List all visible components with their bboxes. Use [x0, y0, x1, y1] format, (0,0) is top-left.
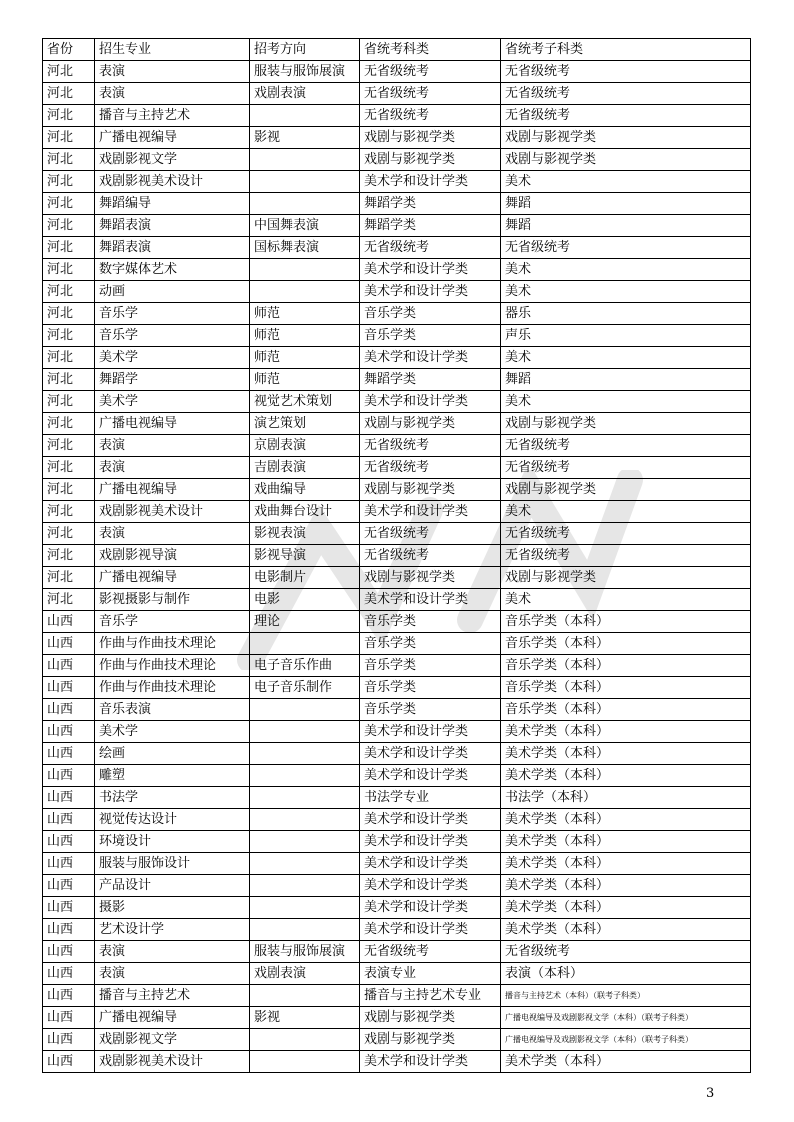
cell-exam-subcategory: 舞蹈 — [501, 193, 751, 215]
table-row — [43, 215, 751, 237]
table-row — [43, 941, 751, 963]
cell-exam-category: 无省级统考 — [360, 105, 501, 127]
cell-province: 河北 — [43, 325, 95, 347]
table-row — [43, 743, 751, 765]
table-row — [43, 1029, 751, 1051]
cell-major: 作曲与作曲技术理论 — [95, 655, 250, 677]
cell-exam-category: 无省级统考 — [360, 61, 501, 83]
cell-exam-subcategory: 美术 — [501, 347, 751, 369]
cell-exam-subcategory: 音乐学类（本科） — [501, 633, 751, 655]
cell-province: 河北 — [43, 237, 95, 259]
cell-province: 山西 — [43, 787, 95, 809]
cell-major: 舞蹈表演 — [95, 215, 250, 237]
cell-exam-subcategory: 声乐 — [501, 325, 751, 347]
cell-major: 美术学 — [95, 391, 250, 413]
cell-province: 河北 — [43, 105, 95, 127]
cell-exam-subcategory: 表演（本科） — [501, 963, 751, 985]
cell-direction: 中国舞表演 — [250, 215, 360, 237]
cell-major: 音乐学 — [95, 611, 250, 633]
cell-exam-subcategory: 舞蹈 — [501, 369, 751, 391]
table-row — [43, 61, 751, 83]
cell-exam-subcategory: 美术 — [501, 281, 751, 303]
cell-province: 山西 — [43, 765, 95, 787]
cell-exam-category: 美术学和设计学类 — [360, 171, 501, 193]
cell-major: 表演 — [95, 523, 250, 545]
cell-province: 山西 — [43, 699, 95, 721]
cell-direction: 视觉艺术策划 — [250, 391, 360, 413]
cell-exam-category: 美术学和设计学类 — [360, 589, 501, 611]
table-row — [43, 281, 751, 303]
cell-province: 河北 — [43, 523, 95, 545]
cell-province: 山西 — [43, 963, 95, 985]
table-row — [43, 985, 751, 1007]
table-row — [43, 347, 751, 369]
table-row — [43, 457, 751, 479]
table-row — [43, 963, 751, 985]
cell-direction — [250, 259, 360, 281]
cell-direction — [250, 105, 360, 127]
table-row — [43, 633, 751, 655]
cell-direction: 影视导演 — [250, 545, 360, 567]
table-row — [43, 413, 751, 435]
cell-direction — [250, 831, 360, 853]
header-major: 招生专业 — [95, 39, 250, 61]
cell-province: 山西 — [43, 677, 95, 699]
cell-exam-category: 音乐学类 — [360, 655, 501, 677]
cell-direction — [250, 699, 360, 721]
table-row — [43, 259, 751, 281]
cell-province: 河北 — [43, 149, 95, 171]
table-row — [43, 721, 751, 743]
cell-exam-subcategory: 音乐学类（本科） — [501, 699, 751, 721]
table-row — [43, 325, 751, 347]
cell-exam-subcategory: 舞蹈 — [501, 215, 751, 237]
cell-exam-subcategory: 戏剧与影视学类 — [501, 149, 751, 171]
cell-province: 山西 — [43, 941, 95, 963]
cell-exam-subcategory: 美术学类（本科） — [501, 831, 751, 853]
cell-exam-category: 无省级统考 — [360, 545, 501, 567]
cell-exam-subcategory: 美术学类（本科） — [501, 875, 751, 897]
cell-direction — [250, 875, 360, 897]
table-row — [43, 853, 751, 875]
cell-direction — [250, 1029, 360, 1051]
cell-exam-subcategory: 戏剧与影视学类 — [501, 567, 751, 589]
cell-exam-category: 美术学和设计学类 — [360, 501, 501, 523]
cell-major: 音乐学 — [95, 303, 250, 325]
cell-exam-subcategory: 戏剧与影视学类 — [501, 127, 751, 149]
cell-province: 山西 — [43, 809, 95, 831]
cell-major: 广播电视编导 — [95, 479, 250, 501]
cell-direction: 师范 — [250, 347, 360, 369]
cell-exam-subcategory: 戏剧与影视学类 — [501, 413, 751, 435]
cell-direction — [250, 985, 360, 1007]
cell-major: 表演 — [95, 457, 250, 479]
cell-exam-subcategory: 无省级统考 — [501, 237, 751, 259]
cell-direction: 服装与服饰展演 — [250, 61, 360, 83]
cell-major: 戏剧影视美术设计 — [95, 171, 250, 193]
cell-exam-category: 美术学和设计学类 — [360, 1051, 501, 1073]
cell-province: 山西 — [43, 1007, 95, 1029]
table-row — [43, 699, 751, 721]
cell-exam-subcategory: 美术 — [501, 589, 751, 611]
cell-exam-subcategory: 无省级统考 — [501, 941, 751, 963]
cell-exam-category: 无省级统考 — [360, 457, 501, 479]
table-row — [43, 171, 751, 193]
cell-exam-subcategory: 无省级统考 — [501, 61, 751, 83]
cell-major: 雕塑 — [95, 765, 250, 787]
cell-exam-category: 美术学和设计学类 — [360, 743, 501, 765]
cell-province: 山西 — [43, 875, 95, 897]
cell-province: 山西 — [43, 655, 95, 677]
table-row — [43, 83, 751, 105]
cell-major: 戏剧影视美术设计 — [95, 1051, 250, 1073]
cell-province: 山西 — [43, 897, 95, 919]
cell-exam-category: 无省级统考 — [360, 523, 501, 545]
cell-province: 山西 — [43, 985, 95, 1007]
cell-exam-category: 戏剧与影视学类 — [360, 127, 501, 149]
cell-exam-category: 表演专业 — [360, 963, 501, 985]
cell-major: 绘画 — [95, 743, 250, 765]
table-row — [43, 567, 751, 589]
table-row — [43, 193, 751, 215]
cell-major: 作曲与作曲技术理论 — [95, 633, 250, 655]
cell-exam-category: 无省级统考 — [360, 83, 501, 105]
cell-exam-subcategory: 美术学类（本科） — [501, 721, 751, 743]
cell-major: 表演 — [95, 61, 250, 83]
cell-province: 河北 — [43, 589, 95, 611]
cell-exam-subcategory: 书法学（本科） — [501, 787, 751, 809]
cell-exam-category: 音乐学类 — [360, 633, 501, 655]
table-row — [43, 369, 751, 391]
table-row — [43, 435, 751, 457]
cell-province: 山西 — [43, 1051, 95, 1073]
cell-exam-subcategory: 美术学类（本科） — [501, 919, 751, 941]
table-row — [43, 919, 751, 941]
cell-major: 数字媒体艺术 — [95, 259, 250, 281]
cell-province: 山西 — [43, 721, 95, 743]
cell-major: 表演 — [95, 435, 250, 457]
cell-exam-subcategory: 无省级统考 — [501, 545, 751, 567]
cell-exam-category: 音乐学类 — [360, 325, 501, 347]
cell-major: 服装与服饰设计 — [95, 853, 250, 875]
table-row — [43, 809, 751, 831]
table-row — [43, 677, 751, 699]
cell-exam-subcategory: 广播电视编导及戏剧影视文学（本科）（联考子科类） — [501, 1007, 751, 1029]
header-exam-subcategory: 省统考子科类 — [501, 39, 751, 61]
table-row — [43, 831, 751, 853]
cell-exam-category: 美术学和设计学类 — [360, 897, 501, 919]
cell-direction: 戏曲编导 — [250, 479, 360, 501]
cell-province: 山西 — [43, 853, 95, 875]
cell-exam-category: 舞蹈学类 — [360, 215, 501, 237]
table-row — [43, 765, 751, 787]
table-row — [43, 589, 751, 611]
cell-exam-category: 美术学和设计学类 — [360, 853, 501, 875]
cell-major: 表演 — [95, 963, 250, 985]
cell-exam-category: 音乐学类 — [360, 699, 501, 721]
cell-major: 美术学 — [95, 347, 250, 369]
cell-exam-category: 戏剧与影视学类 — [360, 567, 501, 589]
cell-province: 河北 — [43, 457, 95, 479]
cell-major: 表演 — [95, 83, 250, 105]
cell-direction: 戏曲舞台设计 — [250, 501, 360, 523]
header-province: 省份 — [43, 39, 95, 61]
cell-direction — [250, 1051, 360, 1073]
cell-exam-subcategory: 美术 — [501, 501, 751, 523]
cell-province: 河北 — [43, 567, 95, 589]
cell-major: 音乐表演 — [95, 699, 250, 721]
cell-direction — [250, 919, 360, 941]
cell-direction: 戏剧表演 — [250, 963, 360, 985]
cell-province: 河北 — [43, 391, 95, 413]
cell-exam-subcategory: 音乐学类（本科） — [501, 611, 751, 633]
cell-major: 广播电视编导 — [95, 567, 250, 589]
cell-major: 广播电视编导 — [95, 1007, 250, 1029]
cell-exam-category: 美术学和设计学类 — [360, 347, 501, 369]
cell-exam-subcategory: 戏剧与影视学类 — [501, 479, 751, 501]
cell-exam-subcategory: 无省级统考 — [501, 523, 751, 545]
cell-direction — [250, 171, 360, 193]
table-row — [43, 897, 751, 919]
cell-exam-subcategory: 器乐 — [501, 303, 751, 325]
cell-major: 动画 — [95, 281, 250, 303]
cell-province: 山西 — [43, 743, 95, 765]
table-row — [43, 655, 751, 677]
cell-major: 产品设计 — [95, 875, 250, 897]
cell-exam-subcategory: 美术学类（本科） — [501, 765, 751, 787]
cell-exam-category: 美术学和设计学类 — [360, 875, 501, 897]
cell-province: 河北 — [43, 347, 95, 369]
cell-exam-category: 无省级统考 — [360, 941, 501, 963]
table-row — [43, 391, 751, 413]
cell-direction: 影视 — [250, 1007, 360, 1029]
cell-exam-subcategory: 无省级统考 — [501, 457, 751, 479]
cell-province: 河北 — [43, 479, 95, 501]
cell-exam-subcategory: 无省级统考 — [501, 105, 751, 127]
cell-exam-category: 美术学和设计学类 — [360, 831, 501, 853]
cell-province: 河北 — [43, 545, 95, 567]
cell-direction — [250, 281, 360, 303]
cell-major: 环境设计 — [95, 831, 250, 853]
table-row — [43, 545, 751, 567]
page-number: 3 — [706, 1086, 715, 1101]
cell-province: 河北 — [43, 501, 95, 523]
cell-major: 舞蹈学 — [95, 369, 250, 391]
cell-exam-category: 美术学和设计学类 — [360, 259, 501, 281]
cell-direction — [250, 809, 360, 831]
cell-province: 河北 — [43, 259, 95, 281]
header-exam-category: 省统考科类 — [360, 39, 501, 61]
cell-direction — [250, 193, 360, 215]
cell-province: 河北 — [43, 83, 95, 105]
table-row — [43, 237, 751, 259]
cell-exam-category: 美术学和设计学类 — [360, 281, 501, 303]
cell-exam-subcategory: 美术 — [501, 259, 751, 281]
cell-major: 美术学 — [95, 721, 250, 743]
cell-exam-category: 美术学和设计学类 — [360, 765, 501, 787]
cell-exam-subcategory: 美术 — [501, 171, 751, 193]
cell-major: 作曲与作曲技术理论 — [95, 677, 250, 699]
cell-direction: 电影制片 — [250, 567, 360, 589]
cell-exam-category: 播音与主持艺术专业 — [360, 985, 501, 1007]
table-row — [43, 787, 751, 809]
cell-exam-category: 戏剧与影视学类 — [360, 413, 501, 435]
cell-province: 山西 — [43, 831, 95, 853]
cell-major: 视觉传达设计 — [95, 809, 250, 831]
table-row — [43, 611, 751, 633]
cell-exam-category: 美术学和设计学类 — [360, 391, 501, 413]
cell-province: 河北 — [43, 303, 95, 325]
cell-direction: 师范 — [250, 325, 360, 347]
cell-exam-subcategory: 美术学类（本科） — [501, 853, 751, 875]
cell-major: 影视摄影与制作 — [95, 589, 250, 611]
table-row — [43, 479, 751, 501]
cell-exam-category: 音乐学类 — [360, 303, 501, 325]
cell-direction: 国标舞表演 — [250, 237, 360, 259]
table-body — [43, 61, 751, 1073]
cell-major: 摄影 — [95, 897, 250, 919]
table-row — [43, 501, 751, 523]
cell-major: 戏剧影视文学 — [95, 149, 250, 171]
cell-exam-category: 戏剧与影视学类 — [360, 479, 501, 501]
cell-exam-subcategory: 美术学类（本科） — [501, 1051, 751, 1073]
cell-direction — [250, 149, 360, 171]
cell-direction: 影视 — [250, 127, 360, 149]
admissions-table — [42, 38, 751, 1073]
cell-province: 河北 — [43, 193, 95, 215]
cell-direction: 服装与服饰展演 — [250, 941, 360, 963]
table-header-row — [43, 39, 751, 61]
cell-exam-category: 舞蹈学类 — [360, 193, 501, 215]
cell-major: 音乐学 — [95, 325, 250, 347]
cell-direction: 电子音乐制作 — [250, 677, 360, 699]
cell-major: 播音与主持艺术 — [95, 105, 250, 127]
cell-major: 广播电视编导 — [95, 127, 250, 149]
cell-major: 书法学 — [95, 787, 250, 809]
cell-province: 河北 — [43, 127, 95, 149]
table-row — [43, 303, 751, 325]
table-row — [43, 523, 751, 545]
cell-exam-category: 无省级统考 — [360, 435, 501, 457]
cell-exam-category: 音乐学类 — [360, 611, 501, 633]
cell-direction: 师范 — [250, 369, 360, 391]
cell-direction: 京剧表演 — [250, 435, 360, 457]
cell-direction — [250, 721, 360, 743]
cell-major: 戏剧影视文学 — [95, 1029, 250, 1051]
cell-major: 舞蹈编导 — [95, 193, 250, 215]
cell-direction: 理论 — [250, 611, 360, 633]
cell-exam-subcategory: 无省级统考 — [501, 83, 751, 105]
table-row — [43, 875, 751, 897]
cell-exam-subcategory: 美术 — [501, 391, 751, 413]
cell-direction: 电子音乐作曲 — [250, 655, 360, 677]
cell-direction — [250, 787, 360, 809]
cell-direction — [250, 743, 360, 765]
cell-exam-subcategory: 美术学类（本科） — [501, 743, 751, 765]
cell-exam-category: 音乐学类 — [360, 677, 501, 699]
cell-exam-category: 无省级统考 — [360, 237, 501, 259]
cell-major: 艺术设计学 — [95, 919, 250, 941]
cell-province: 山西 — [43, 1029, 95, 1051]
header-direction: 招考方向 — [250, 39, 360, 61]
table-row — [43, 1007, 751, 1029]
cell-exam-category: 美术学和设计学类 — [360, 919, 501, 941]
cell-province: 山西 — [43, 919, 95, 941]
cell-exam-category: 舞蹈学类 — [360, 369, 501, 391]
cell-direction: 师范 — [250, 303, 360, 325]
cell-direction — [250, 897, 360, 919]
cell-major: 表演 — [95, 941, 250, 963]
cell-province: 河北 — [43, 61, 95, 83]
cell-exam-subcategory: 音乐学类（本科） — [501, 655, 751, 677]
table-row — [43, 105, 751, 127]
cell-province: 河北 — [43, 215, 95, 237]
cell-direction: 戏剧表演 — [250, 83, 360, 105]
cell-major: 广播电视编导 — [95, 413, 250, 435]
table-row — [43, 149, 751, 171]
cell-major: 播音与主持艺术 — [95, 985, 250, 1007]
cell-exam-category: 戏剧与影视学类 — [360, 1029, 501, 1051]
cell-exam-category: 戏剧与影视学类 — [360, 149, 501, 171]
cell-exam-subcategory: 音乐学类（本科） — [501, 677, 751, 699]
cell-exam-category: 美术学和设计学类 — [360, 721, 501, 743]
cell-exam-subcategory: 无省级统考 — [501, 435, 751, 457]
table-row — [43, 127, 751, 149]
cell-direction — [250, 765, 360, 787]
cell-province: 河北 — [43, 369, 95, 391]
cell-direction: 演艺策划 — [250, 413, 360, 435]
cell-direction — [250, 633, 360, 655]
cell-province: 河北 — [43, 281, 95, 303]
cell-exam-subcategory: 广播电视编导及戏剧影视文学（本科）（联考子科类） — [501, 1029, 751, 1051]
cell-exam-subcategory: 美术学类（本科） — [501, 809, 751, 831]
cell-major: 舞蹈表演 — [95, 237, 250, 259]
cell-province: 河北 — [43, 413, 95, 435]
cell-province: 河北 — [43, 171, 95, 193]
cell-province: 山西 — [43, 611, 95, 633]
cell-exam-category: 美术学和设计学类 — [360, 809, 501, 831]
cell-exam-category: 书法学专业 — [360, 787, 501, 809]
cell-direction: 吉剧表演 — [250, 457, 360, 479]
cell-major: 戏剧影视美术设计 — [95, 501, 250, 523]
cell-direction: 电影 — [250, 589, 360, 611]
cell-exam-category: 戏剧与影视学类 — [360, 1007, 501, 1029]
cell-province: 山西 — [43, 633, 95, 655]
cell-direction: 影视表演 — [250, 523, 360, 545]
cell-major: 戏剧影视导演 — [95, 545, 250, 567]
cell-province: 河北 — [43, 435, 95, 457]
table-row — [43, 1051, 751, 1073]
cell-exam-subcategory: 美术学类（本科） — [501, 897, 751, 919]
cell-direction — [250, 853, 360, 875]
cell-exam-subcategory: 播音与主持艺术（本科）（联考子科类） — [501, 985, 751, 1007]
